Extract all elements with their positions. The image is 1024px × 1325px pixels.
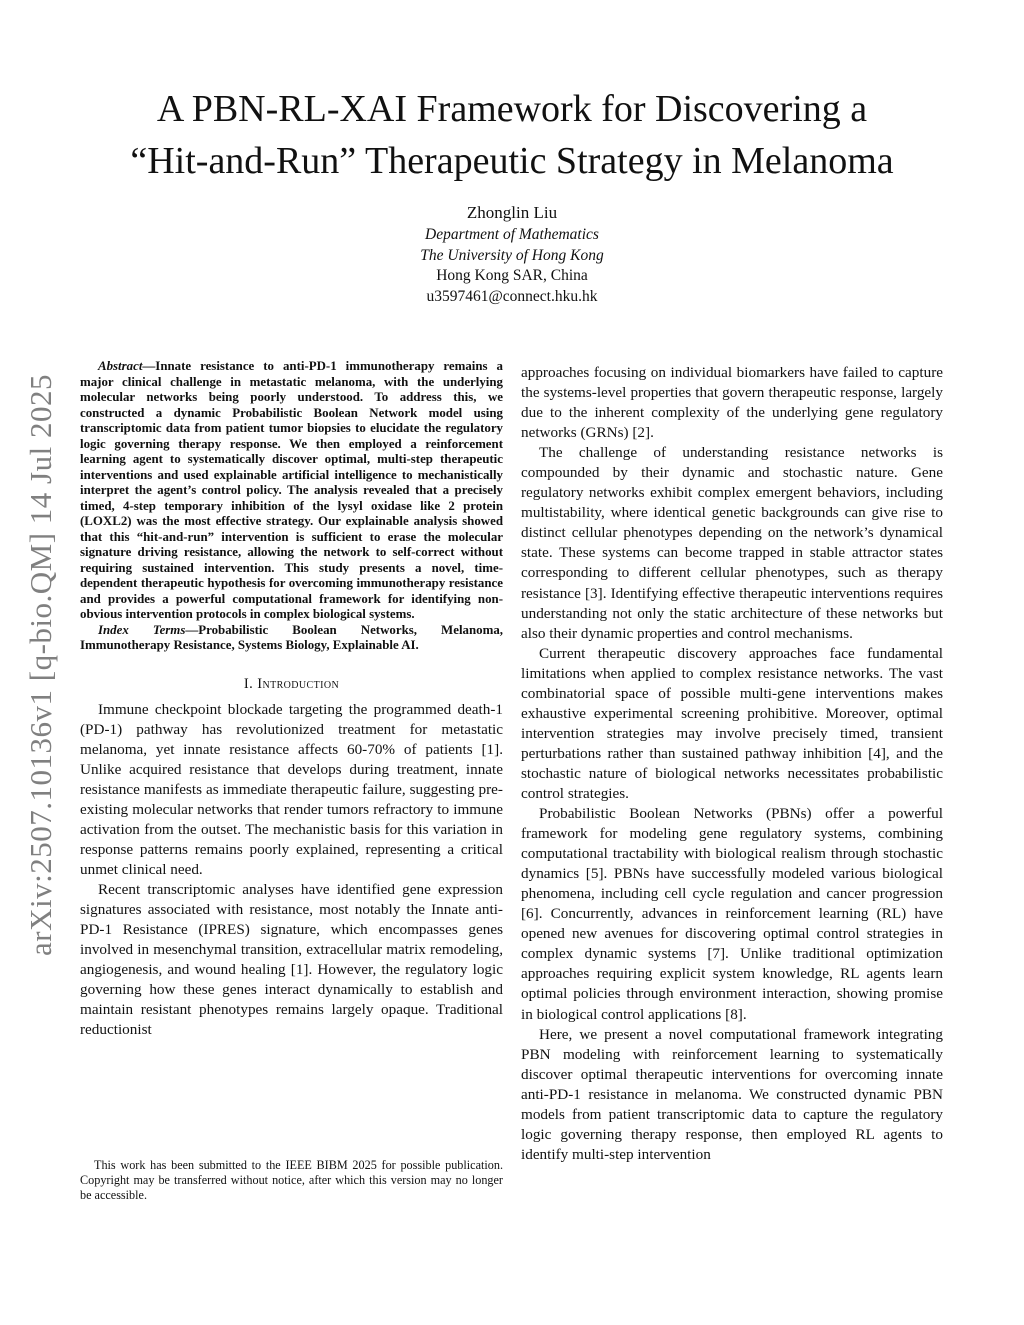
- author-department: Department of Mathematics: [425, 226, 599, 243]
- paper-title: [80, 83, 944, 187]
- body-paragraph: Immune checkpoint blockade targeting the programmed death-1 (PD-1) pathway has revolutionized treatment for metastatic melanoma, yet innate resistance affects 60-70% of patients [1]. Unlike acquired resistance that develops during treatment, innate resistance manifests as immediate therapeutic failure, suggesting pre-existing molecular networks that render tumors refractory to immune activation from the outset. The mechanistic basis for this variation in response patterns remains poorly explained, representing a critical unmet clinical need.: [80, 700, 503, 878]
- section-heading: [80, 674, 503, 694]
- title-line-2: “Hit-and-Run” Therapeutic Strategy in Melanoma: [130, 140, 894, 182]
- author-university: The University of Hong Kong: [420, 246, 604, 264]
- section-title: Introduction: [257, 675, 340, 692]
- footnote: This work has been submitted to the IEEE BIBM 2025 for possible publication. Copyright may be transferred without notice, after which this version may no longer be accessible.: [80, 1158, 503, 1202]
- body-paragraph: approaches focusing on individual biomarkers have failed to capture the systems-level properties that govern therapeutic response, largely due to the inherent complexity of the underlying gene regulatory networks (GRNs) [2].: [521, 364, 943, 442]
- author-block: [262, 201, 762, 307]
- abstract-label: Abstract: [98, 359, 143, 373]
- body-paragraph: The challenge of understanding resistance networks is compounded by their dynamic and stochastic nature. Gene regulatory networks exhibit complex emergent behaviors, including multistability, where identical genetic backgrounds can give rise to distinct cellular phenotypes depending on the network’s dynamical state. These systems can become trapped in stable attractor states corresponding to different cellular phenotypes, such as therapy resistance [3]. Identifying effective therapeutic interventions requires understanding not only the static architecture of these networks but also their dynamic properties and control mechanisms.: [521, 444, 943, 642]
- author-email: u3597461@connect.hku.hk: [426, 287, 598, 305]
- index-terms: [80, 623, 503, 654]
- body-paragraph: Recent transcriptomic analyses have identified gene expression signatures associated with resistance, most notably the Innate anti-PD-1 Resistance (IPRES) signature, which encompasses genes involved in mesenchymal transition, extracellular matrix remodeling, angiogenesis, and wound healing [1]. However, the regulatory logic governing how these genes interact dynamically to establish and maintain resistant phenotypes remains largely opaque. Traditional reductionist: [80, 880, 503, 1039]
- author-location: Hong Kong SAR, China: [436, 267, 588, 284]
- body-paragraph: Here, we present a novel computational framework integrating PBN modeling with reinforcement learning to systematically discover optimal therapeutic interventions for overcoming innate anti-PD-1 resistance in melanoma. We constructed dynamic PBN models from patient transcriptomic data to capture the regulatory logic governing therapy response, then employed RL agents to identify multi-step intervention: [521, 1025, 943, 1163]
- abstract: [80, 359, 503, 623]
- index-terms-label: Index Terms: [98, 622, 186, 637]
- section-number: I.: [243, 675, 254, 692]
- arxiv-identifier-text: arXiv:2507.10136v1 [q-bio.QM] 14 Jul 2025: [23, 374, 58, 956]
- index-terms-text: —Probabilistic Boolean Networks, Melanoma, Immunotherapy Resistance, Systems Biology, Explainable AI.: [80, 622, 503, 652]
- author-name: Zhonglin Liu: [466, 203, 558, 222]
- abstract-text: —Innate resistance to anti-PD-1 immunotherapy remains a major clinical challenge in metastatic melanoma, with the underlying molecular networks being poorly understood. To address this, we constructed a dynamic Probabilistic Boolean Network model using transcriptomic data from patient tumor biopsies to elucidate the regulatory logic governing therapy response. We then employed a reinforcement learning agent to systematically discover optimal, multi-step therapeutic interventions and used explainable artificial intelligence to mechanistically interpret the agent’s control policy. The analysis revealed that a precisely timed, 4-step temporary inhibition of the lysyl oxidase like 2 protein (LOXL2) was the most effective strategy. Our explainable analysis showed that this “hit-and-run” intervention is sufficient to erase the molecular signature driving resistance, allowing the network to self-correct without requiring sustained intervention. This study presents a novel, time-dependent therapeutic hypothesis for overcoming immunotherapy resistance and provides a powerful computational framework for identifying non-obvious intervention protocols in complex biological systems.: [80, 359, 503, 621]
- arxiv-identifier-stamp: [10, 350, 72, 980]
- body-paragraph: Current therapeutic discovery approaches face fundamental limitations when applied to complex resistance networks. The vast combinatorial space of possible multi-gene interventions makes exhaustive experimental screening prohibitive. Moreover, optimal intervention strategies may involve precisely timed, transient perturbations rather than sustained pathway inhibition [4], and the stochastic nature of biological networks necessitates probabilistic control strategies.: [521, 644, 943, 802]
- left-column: [80, 359, 503, 1040]
- title-line-1: A PBN-RL-XAI Framework for Discovering a: [156, 88, 868, 130]
- right-column: [521, 363, 943, 1165]
- body-paragraph: Probabilistic Boolean Networks (PBNs) offer a powerful framework for modeling gene regulatory systems, combining computational tractability with biological realism through stochastic dynamics [5]. PBNs have successfully modeled various biological phenomena, including cell cycle regulation and cancer progression [6]. Concurrently, advances in reinforcement learning (RL) have opened new avenues for discovering optimal control strategies in complex dynamic systems [7]. Unlike traditional optimization approaches requiring explicit system knowledge, RL agents learn optimal policies through environment interaction, showing promise in biological control applications [8].: [521, 805, 943, 1023]
